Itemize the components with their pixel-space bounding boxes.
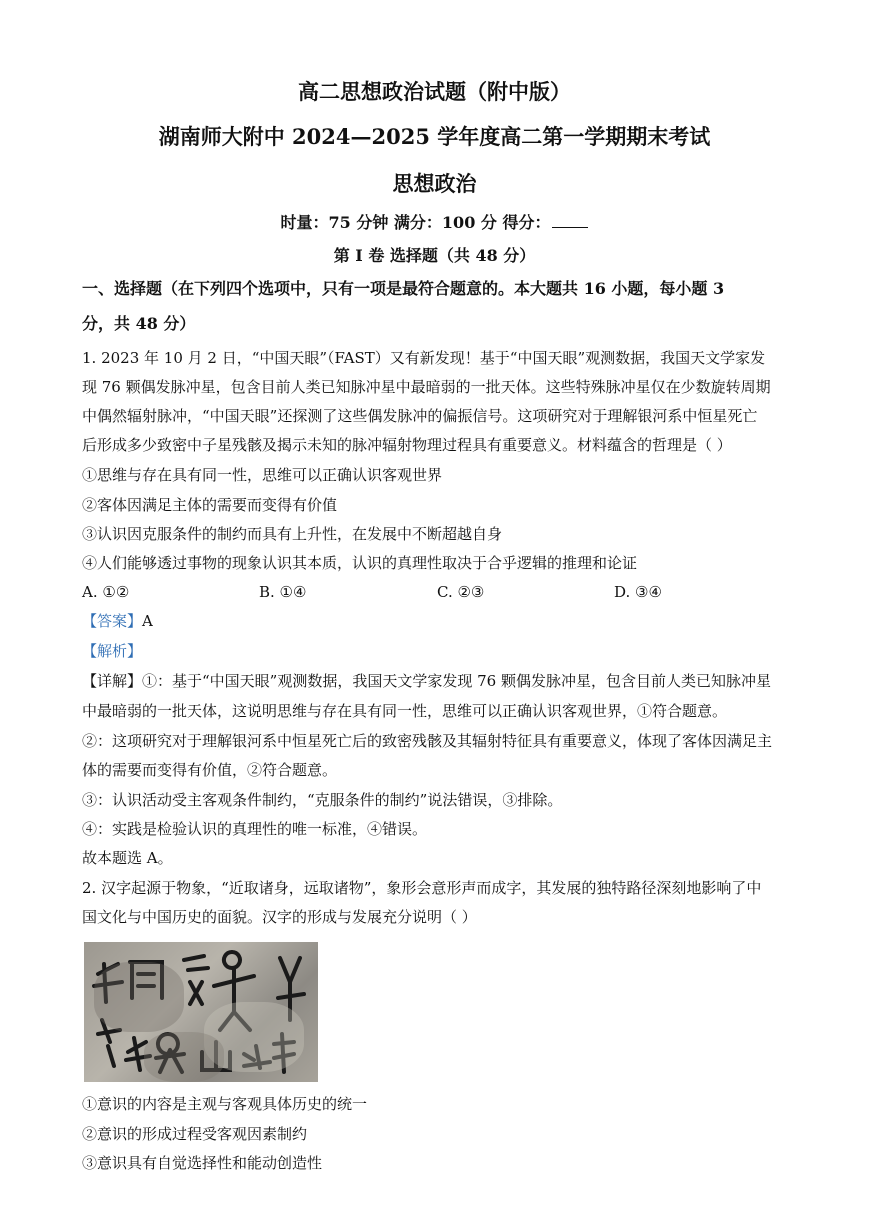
q1-stem-line1: 1. 2023 年 10 月 2 日，“中国天眼”（FAST）又有新发现！基于“中国天眼”观测数据，我国天文学家发 xyxy=(82,349,766,367)
q1-detail-line6: ④：实践是检验认识的真理性的唯一标准，④错误。 xyxy=(82,820,428,838)
detail-text-1: ①：基于“中国天眼”观测数据，我国天文学家发现 76 颗偶发脉冲星，包含目前人类已知脉冲星 xyxy=(142,672,771,690)
q1-statement-3: ③认识因克服条件的制约而具有上升性，在发展中不断超越自身 xyxy=(82,525,503,543)
q1-answer-line xyxy=(82,611,153,631)
q1-stem-line4: 后形成多少致密中子星残骸及揭示未知的脉冲辐射物理过程具有重要意义。材料蕴含的哲理是（ ） xyxy=(82,436,732,454)
q1-detail-line4: 体的需要而变得有价值，②符合题意。 xyxy=(82,761,338,779)
section-heading-line1: 一、选择题（在下列四个选项中，只有一项是最符合题意的。本大题共 16 小题，每小题 3 xyxy=(82,279,725,298)
q2-stem-line1: 2. 汉字起源于物象，“近取诸身，远取诸物”，象形会意形声而成字，其发展的独特路径深刻地影响了中 xyxy=(82,879,762,897)
q1-detail-line3: ②：这项研究对于理解银河系中恒星死亡后的致密残骸及其辐射特征具有重要意义，体现了客体因满足主 xyxy=(82,732,773,750)
q1-detail-line2: 中最暗弱的一批天体，这说明思维与存在具有同一性，思维可以正确认识客观世界，①符合题意。 xyxy=(82,702,728,720)
exam-title: 湖南师大附中 2024—2025 学年度高二第一学期期末考试 xyxy=(158,124,711,149)
q2-statement-1: ①意识的内容是主观与客观具体历史的统一 xyxy=(82,1095,368,1113)
answer-tag: 【答案】 xyxy=(82,612,143,630)
q1-option-a: A. ①② xyxy=(82,583,130,601)
exam-meta-text: 时量：75 分钟 满分：100 分 得分： xyxy=(280,213,551,232)
q1-stem-line2: 现 76 颗偶发脉冲星，包含目前人类已知脉冲星中最暗弱的一批天体。这些特殊脉冲星仅在少数旋转周期 xyxy=(82,378,771,396)
exam-meta xyxy=(0,210,869,233)
q1-option-d: D. ③④ xyxy=(614,583,662,601)
analysis-tag: 【解析】 xyxy=(82,642,143,660)
q1-statement-2: ②客体因满足主体的需要而变得有价值 xyxy=(82,496,338,514)
q1-stem-line3: 中偶然辐射脉冲，“中国天眼”还探测了这些偶发脉冲的偏振信号。这项研究对于理解银河系中恒星死亡 xyxy=(82,407,758,425)
q2-stem-line2: 国文化与中国历史的面貌。汉字的形成与发展充分说明（ ） xyxy=(82,908,477,926)
part-heading: 第 I 卷 选择题（共 48 分） xyxy=(333,246,536,265)
document-title: 高二思想政治试题（附中版） xyxy=(298,79,571,104)
q1-detail-line5: ③：认识活动受主客观条件制约，“克服条件的制约”说法错误，③排除。 xyxy=(82,791,563,809)
ancient-script-image xyxy=(84,942,318,1082)
q1-option-c: C. ②③ xyxy=(437,583,485,601)
answer-value: A xyxy=(142,612,153,630)
q1-detail-line1 xyxy=(82,671,771,691)
q1-option-b: B. ①④ xyxy=(259,583,307,601)
score-blank xyxy=(552,213,588,228)
q2-statement-2: ②意识的形成过程受客观因素制约 xyxy=(82,1125,308,1143)
q1-conclusion: 故本题选 A。 xyxy=(82,849,173,867)
section-heading-line2: 分，共 48 分） xyxy=(82,314,196,333)
q1-statement-1: ①思维与存在具有同一性，思维可以正确认识客观世界 xyxy=(82,466,443,484)
detail-tag: 【详解】 xyxy=(82,672,143,690)
q1-statement-4: ④人们能够透过事物的现象认识其本质，认识的真理性取决于合乎逻辑的推理和论证 xyxy=(82,554,638,572)
q2-statement-3: ③意识具有自觉选择性和能动创造性 xyxy=(82,1154,323,1172)
subject-title: 思想政治 xyxy=(392,171,477,196)
